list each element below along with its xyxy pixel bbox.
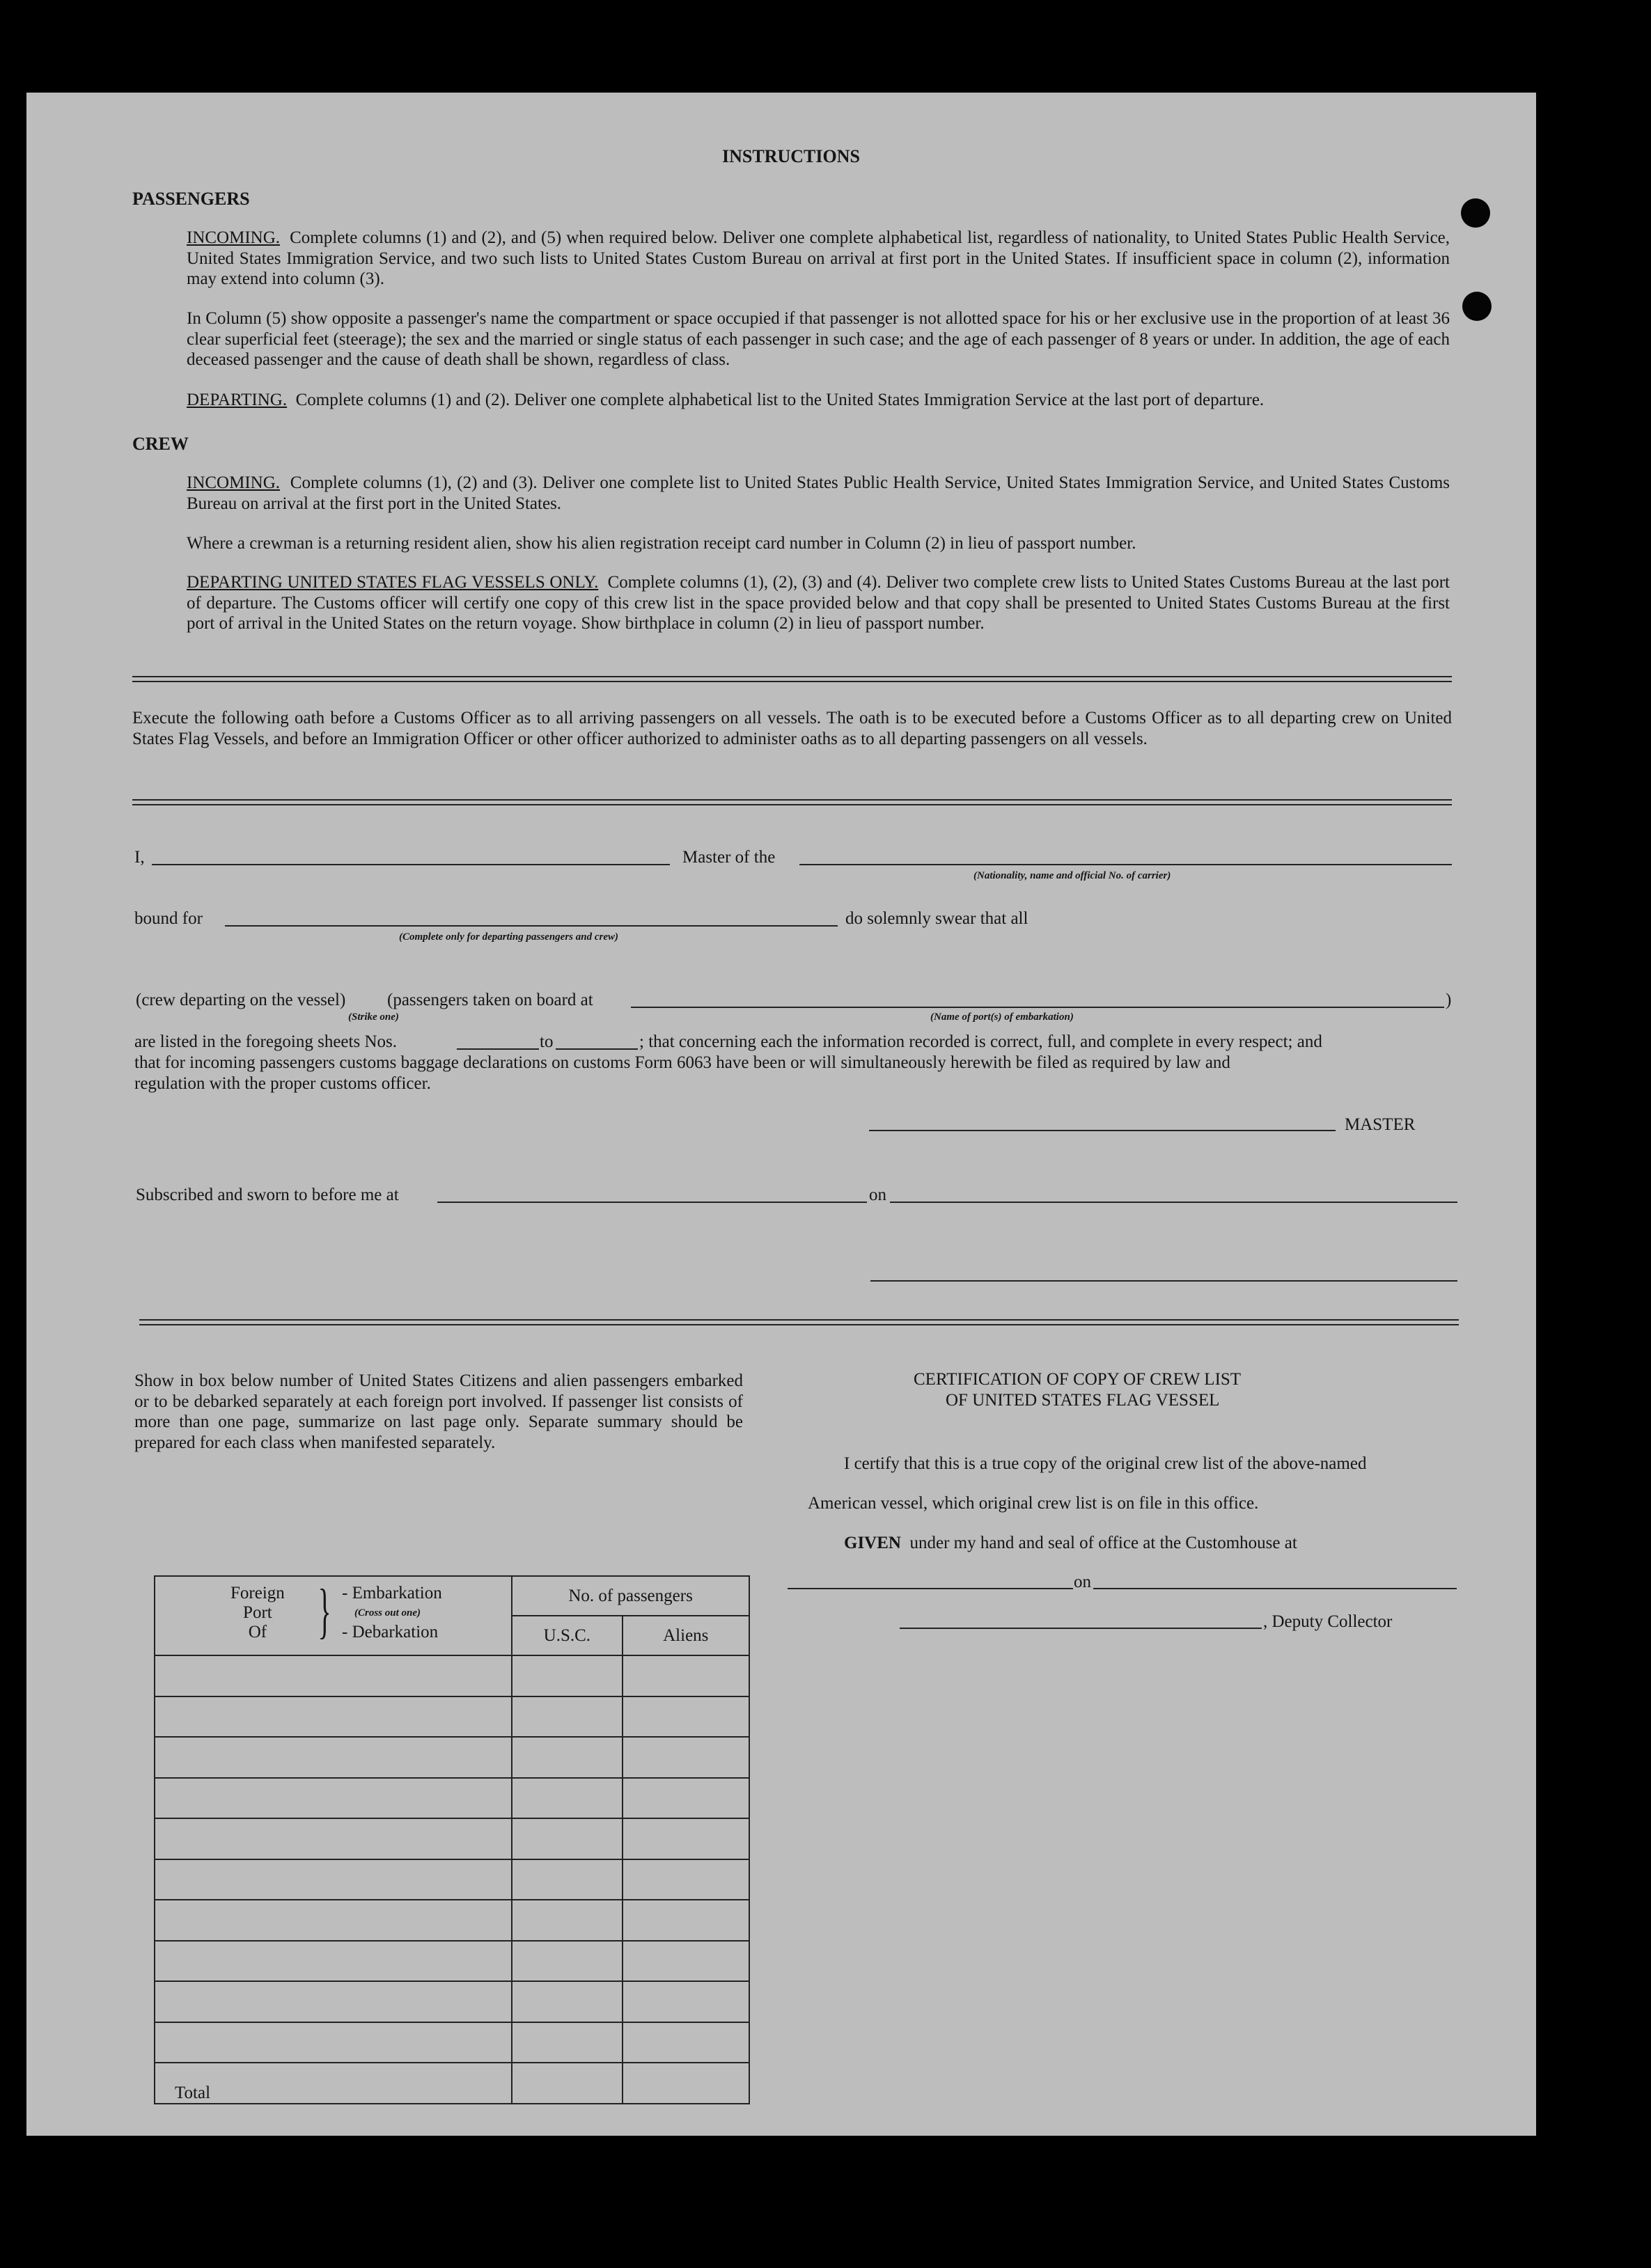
total-aliens-cell[interactable] xyxy=(623,2063,749,2104)
embarkation-port-field[interactable] xyxy=(631,1007,1444,1008)
crew-departing-label: (crew departing on the vessel) xyxy=(136,991,346,1009)
port-note: (Name of port(s) of embarkation) xyxy=(930,1011,1074,1023)
crew-incoming-text: Complete columns (1), (2) and (3). Deliver one complete list to United States Public Health Service, United States Immigration Service, and United States Customs Bureau on arrival at the first port in the United States. xyxy=(187,473,1450,513)
crew-flag-text: Complete columns (1), (2), (3) and (4). Deliver two complete crew lists to United States Customs Bureau at the last port of departure. The Customs officer will certify one copy of this crew list in the space provided below and that copy shall be presented to United States Customs Bureau at the first port of arrival in the United States on the return voyage. Show birthplace in column (2) in lieu of passport number. xyxy=(187,573,1450,633)
aliens-cell[interactable] xyxy=(623,1778,749,1819)
port-cell[interactable] xyxy=(155,2022,512,2063)
aliens-cell[interactable] xyxy=(623,1859,749,1900)
table-row xyxy=(155,1655,749,1696)
column5-paragraph: In Column (5) show opposite a passenger's name the compartment or space occupied if that passenger is not allotted space for his or her exclusive use in the proportion of at least 36 clear superficial feet (steerage); the sex and the married or single status of each passenger in such case; and the age of each passenger of 8 years or under. In addition, the age of each deceased passenger and the cause of death shall be shown, regardless of class. xyxy=(187,309,1450,369)
crew-flag-label: DEPARTING UNITED STATES FLAG VESSELS ONLY. xyxy=(187,573,599,592)
port-cell[interactable] xyxy=(155,1859,512,1900)
sheet-from-field[interactable] xyxy=(457,1048,539,1050)
cert-on-label: on xyxy=(1074,1573,1091,1591)
table-row xyxy=(155,1737,749,1778)
port-cell[interactable] xyxy=(155,1900,512,1941)
port-label: Port xyxy=(243,1603,272,1622)
officer-signature-field[interactable] xyxy=(870,1280,1457,1282)
aliens-cell[interactable] xyxy=(623,1655,749,1696)
usc-cell[interactable] xyxy=(512,1941,622,1982)
usc-cell[interactable] xyxy=(512,1859,622,1900)
strike-note: (Strike one) xyxy=(348,1011,399,1023)
total-label-cell xyxy=(155,2063,512,2104)
cert-date-field[interactable] xyxy=(1093,1588,1457,1589)
swear-label: do solemnly swear that all xyxy=(845,909,1028,928)
usc-header: U.S.C. xyxy=(512,1616,622,1655)
certify-line2: American vessel, which original crew list is on file in this office. xyxy=(808,1494,1259,1513)
customhouse-field[interactable] xyxy=(788,1588,1073,1589)
master-of-label: Master of the xyxy=(682,848,776,867)
aliens-cell[interactable] xyxy=(623,1941,749,1982)
deputy-signature-field[interactable] xyxy=(900,1628,1262,1629)
usc-cell[interactable] xyxy=(512,1778,622,1819)
no-passengers-header: No. of passengers xyxy=(512,1576,749,1616)
section-divider-3 xyxy=(139,1319,1459,1325)
crew-heading: CREW xyxy=(132,434,189,454)
complete-only-note: (Complete only for departing passengers and crew) xyxy=(399,931,618,943)
passenger-summary-table xyxy=(154,1575,750,2104)
total-label: Total xyxy=(175,2083,211,2102)
usc-cell[interactable] xyxy=(512,1696,622,1738)
table-row xyxy=(155,1696,749,1738)
debarkation-label: - Debarkation xyxy=(342,1623,439,1641)
nationality-note: (Nationality, name and official No. of carrier) xyxy=(973,870,1171,881)
passengers-departing-label: DEPARTING. xyxy=(187,391,288,409)
embarkation-label: - Embarkation xyxy=(342,1584,442,1602)
table-row xyxy=(155,1818,749,1859)
aliens-cell[interactable] xyxy=(623,2022,749,2063)
usc-cell[interactable] xyxy=(512,1900,622,1941)
table-row xyxy=(155,1778,749,1819)
certify-line1: I certify that this is a true copy of the original crew list of the above-named xyxy=(844,1454,1367,1473)
punch-hole-bottom xyxy=(1462,292,1492,321)
listed-rest: ; that concerning each the information recorded is correct, full, and complete in every respect; and xyxy=(639,1032,1322,1051)
usc-cell[interactable] xyxy=(512,1737,622,1778)
crew-flag-paragraph xyxy=(187,572,1450,634)
certification-title-1: CERTIFICATION OF COPY OF CREW LIST xyxy=(914,1370,1242,1389)
deputy-collector-label: , Deputy Collector xyxy=(1263,1612,1393,1631)
instructions-title: INSTRUCTIONS xyxy=(722,146,860,166)
listed-label: are listed in the foregoing sheets Nos. xyxy=(134,1032,397,1051)
aliens-header: Aliens xyxy=(623,1616,749,1655)
port-cell[interactable] xyxy=(155,1778,512,1819)
oath-i-label: I, xyxy=(134,848,145,867)
form-page xyxy=(26,93,1536,2136)
passengers-taken-label: (passengers taken on board at xyxy=(387,991,593,1009)
master-label: MASTER xyxy=(1345,1115,1416,1134)
given-line xyxy=(844,1533,1297,1553)
usc-cell[interactable] xyxy=(512,1655,622,1696)
table-row xyxy=(155,1941,749,1982)
close-paren: ) xyxy=(1446,991,1452,1009)
passengers-departing-text: Complete columns (1) and (2). Deliver one complete alphabetical list to the United States Immigration Service at the last port of departure. xyxy=(295,391,1265,409)
sworn-on-label: on xyxy=(869,1186,886,1204)
master-signature-field[interactable] xyxy=(869,1130,1336,1131)
port-cell[interactable] xyxy=(155,1818,512,1859)
passengers-incoming-text: Complete columns (1) and (2), and (5) when required below. Deliver one complete alphabetical list, regardless of nationality, to United States Public Health Service, United States Immigration Service, and two such lists to United States Custom Bureau on arrival at first port in the United States. If insufficient space in column (2), information may extend into column (3). xyxy=(187,228,1450,288)
of-label: Of xyxy=(248,1623,267,1641)
to-label: to xyxy=(540,1032,554,1051)
master-name-field[interactable] xyxy=(152,864,670,865)
aliens-cell[interactable] xyxy=(623,1696,749,1738)
usc-cell[interactable] xyxy=(512,1981,622,2022)
aliens-cell[interactable] xyxy=(623,1900,749,1941)
port-cell[interactable] xyxy=(155,1696,512,1738)
passengers-departing-paragraph xyxy=(187,390,1450,411)
port-cell[interactable] xyxy=(155,1981,512,2022)
listed-line2: that for incoming passengers customs baggage declarations on customs Form 6063 have been or will simultaneously herewith be filed as required by law and xyxy=(134,1053,1230,1072)
given-text: under my hand and seal of office at the Customhouse at xyxy=(909,1534,1297,1552)
cross-note: (Cross out one) xyxy=(354,1607,421,1619)
usc-cell[interactable] xyxy=(512,2022,622,2063)
given-label: GIVEN xyxy=(844,1534,901,1552)
port-cell[interactable] xyxy=(155,1655,512,1696)
aliens-cell[interactable] xyxy=(623,1737,749,1778)
sworn-place-field[interactable] xyxy=(437,1202,867,1203)
crew-incoming-paragraph xyxy=(187,473,1450,514)
table-row xyxy=(155,1981,749,2022)
crew-incoming-label: INCOMING. xyxy=(187,473,281,492)
passengers-incoming-label: INCOMING. xyxy=(187,228,281,247)
total-usc-cell[interactable] xyxy=(512,2063,622,2104)
punch-hole-top xyxy=(1461,198,1490,228)
crew-resident-paragraph: Where a crewman is a returning resident alien, show his alien registration receipt card number in Column (2) in lieu of passport number. xyxy=(187,534,1136,553)
table-row xyxy=(155,1900,749,1941)
table-row xyxy=(155,2022,749,2063)
subscribed-label: Subscribed and sworn to before me at xyxy=(136,1186,399,1204)
aliens-cell[interactable] xyxy=(623,1981,749,2022)
certification-title-2: OF UNITED STATES FLAG VESSEL xyxy=(946,1391,1220,1410)
carrier-field[interactable] xyxy=(799,864,1452,865)
section-divider-2 xyxy=(132,799,1452,805)
usc-cell[interactable] xyxy=(512,1818,622,1859)
sheet-to-field[interactable] xyxy=(556,1048,638,1050)
brace-icon: } xyxy=(318,1577,331,1645)
oath-instruction: Execute the following oath before a Customs Officer as to all arriving passengers on all vessels. The oath is to be executed before a Customs Officer as to all departing crew on United States Flag Vessels, and before an Immigration Officer or other officer authorized to administer oaths as to all departing passengers on all vessels. xyxy=(132,709,1452,748)
port-cell[interactable] xyxy=(155,1941,512,1982)
aliens-cell[interactable] xyxy=(623,1818,749,1859)
port-cell[interactable] xyxy=(155,1737,512,1778)
sworn-date-field[interactable] xyxy=(890,1202,1457,1203)
listed-line3: regulation with the proper customs officer. xyxy=(134,1074,431,1093)
foreign-label: Foreign xyxy=(230,1584,285,1602)
section-divider-1 xyxy=(132,676,1452,682)
passengers-heading: PASSENGERS xyxy=(132,189,250,209)
passengers-incoming-paragraph xyxy=(187,228,1450,290)
summary-instructions: Show in box below number of United States Citizens and alien passengers embarked or to be debarked separately at each foreign port involved. If passenger list consists of more than one page, summarize on last page only. Separate summary should be prepared for each class when manifested separately. xyxy=(134,1371,743,1452)
bound-for-label: bound for xyxy=(134,909,203,928)
bound-for-field[interactable] xyxy=(225,925,838,927)
table-row xyxy=(155,1859,749,1900)
foreign-port-header xyxy=(155,1576,512,1655)
